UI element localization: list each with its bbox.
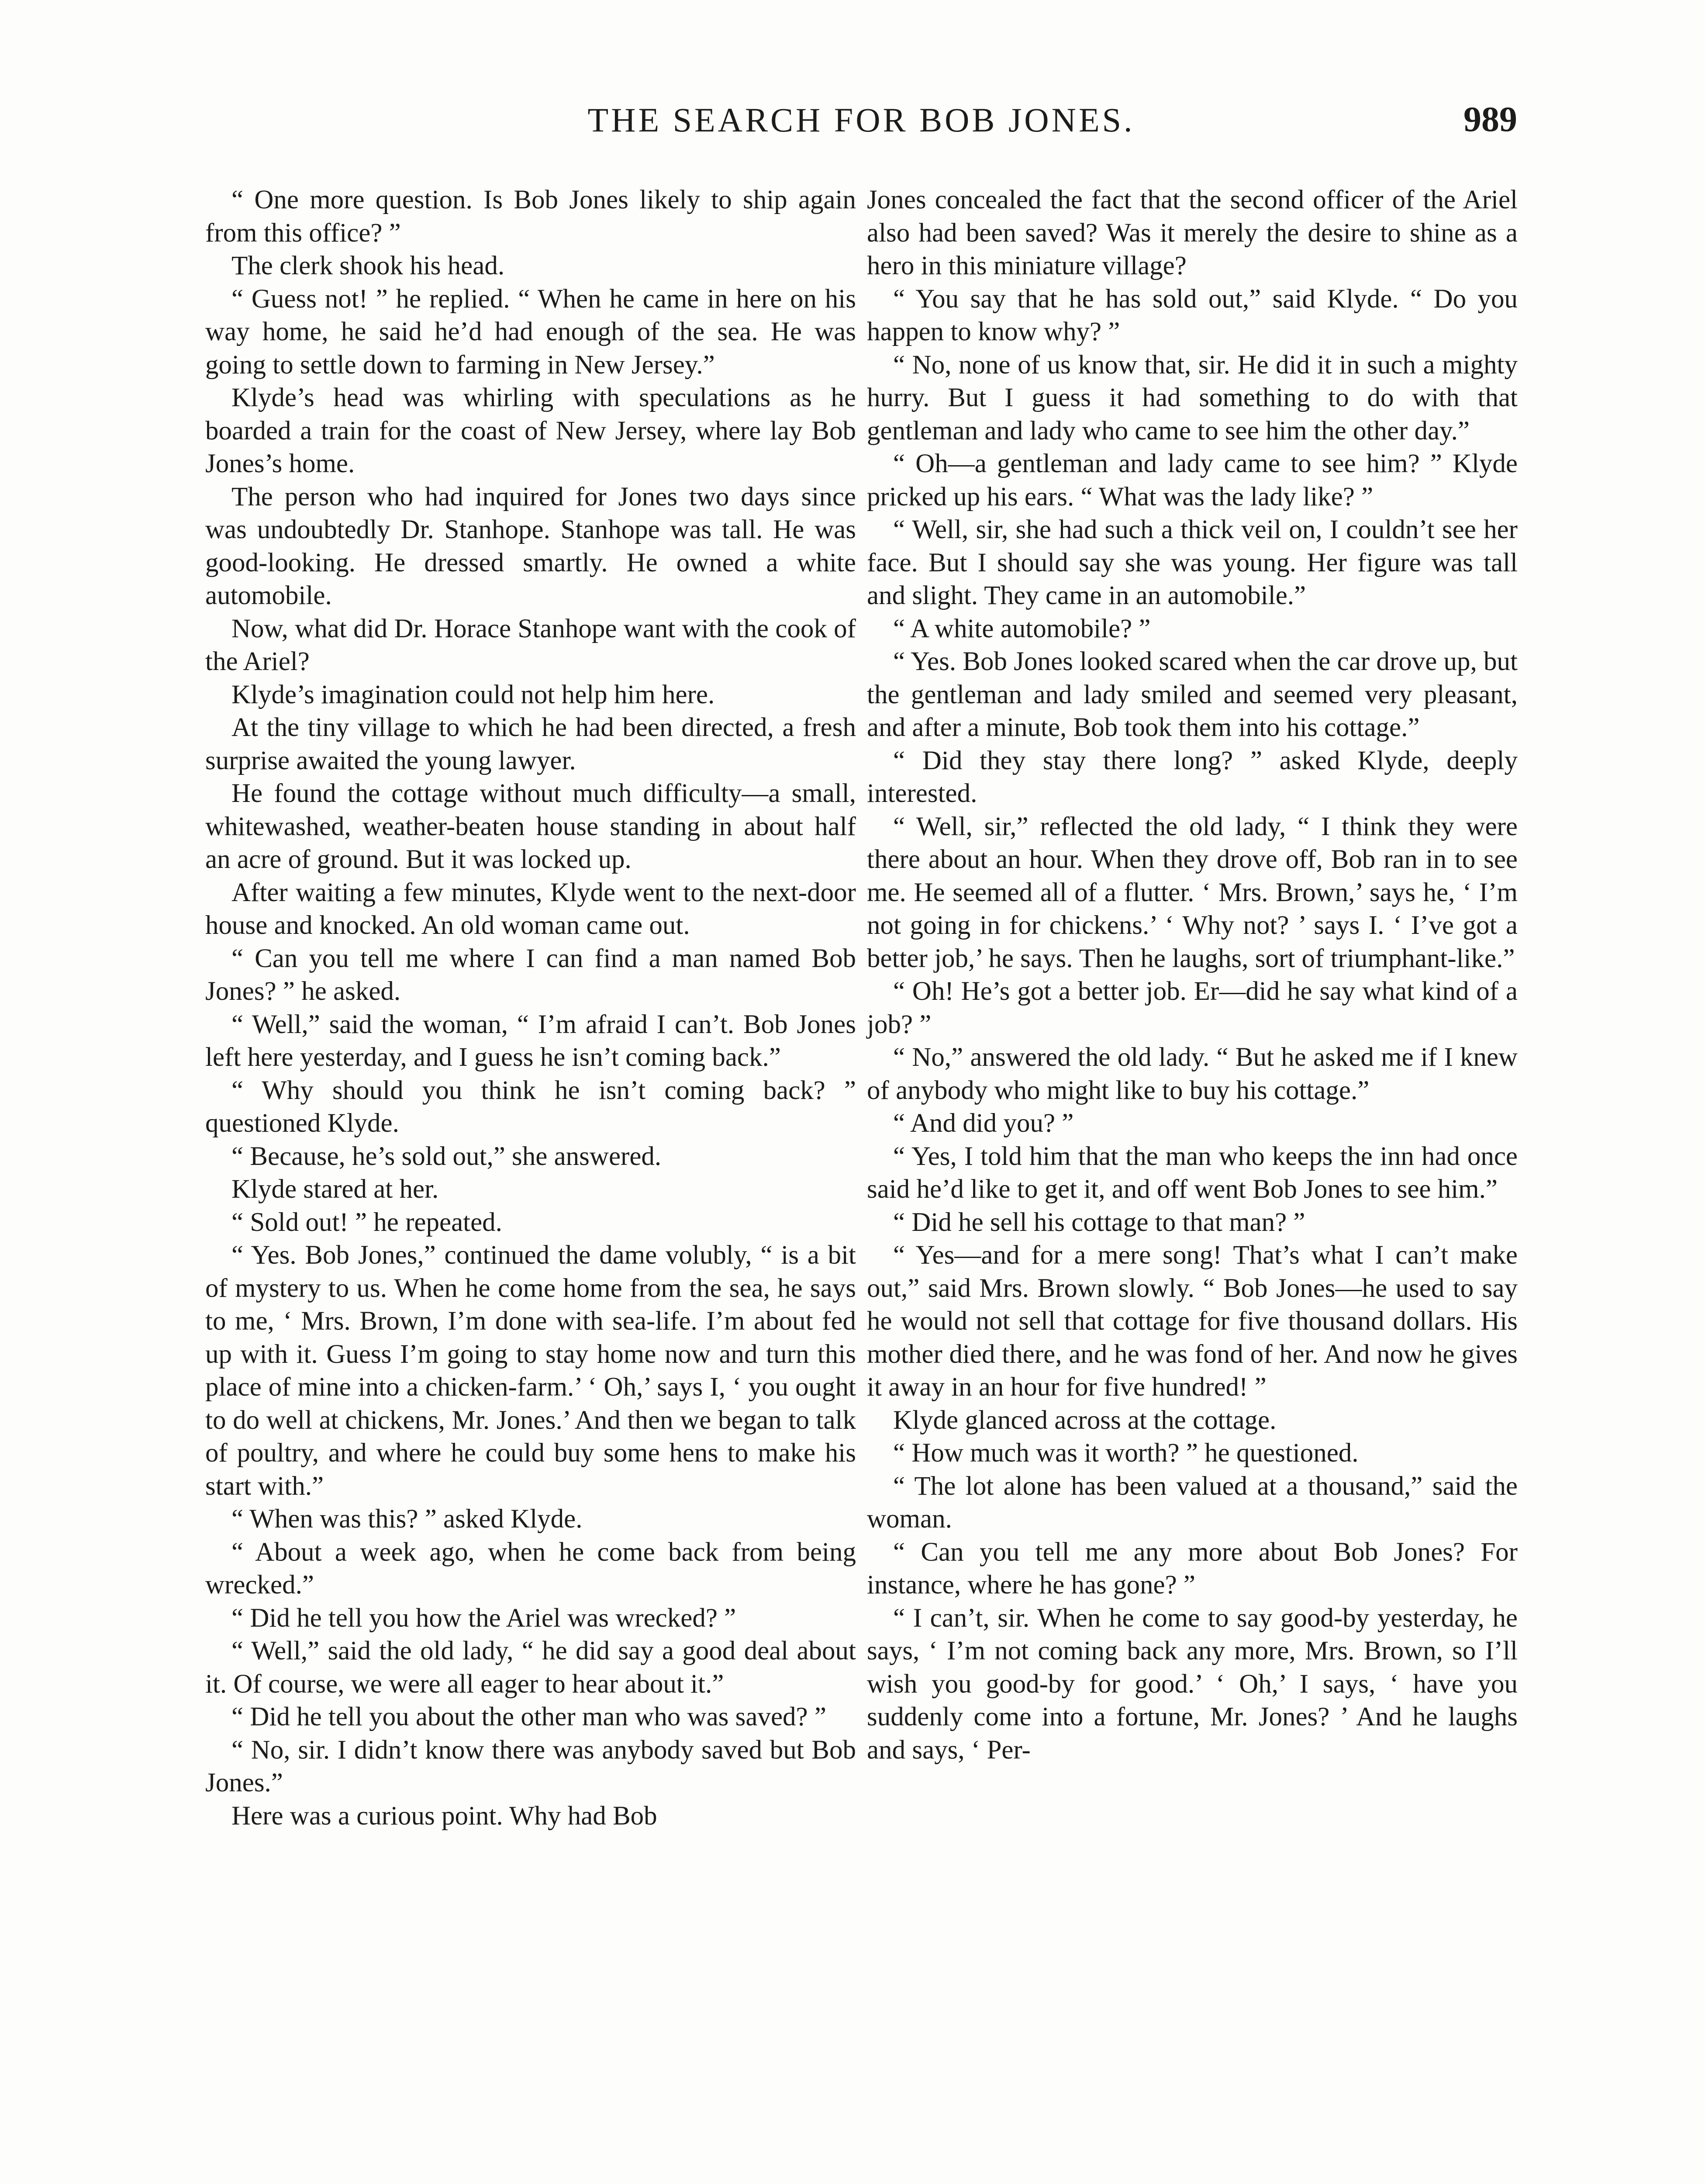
page-header	[205, 100, 1517, 153]
paragraph: “ Can you tell me any more about Bob Jones? For instance, where he has gone? ”	[867, 1537, 1518, 1600]
right-text-column	[867, 183, 1518, 1766]
paragraph: “ Yes. Bob Jones,” continued the dame volubly, “ is a bit of mystery to us. When he come home from the sea, he says to me, ‘ Mrs. Brown, I’m done with sea-life. I’m about fed up with it. Guess I’m going to stay home now and turn this place of mine into a chicken-farm.’ ‘ Oh,’ says I, ‘ you ought to do well at chickens, Mr. Jones.’ And then we began to talk of poultry, and where he could buy some hens to make his start with.”	[205, 1241, 856, 1501]
paragraph: “ Did they stay there long? ” asked Klyde, deeply interested.	[867, 746, 1518, 808]
paragraph: “ How much was it worth? ” he questioned.	[893, 1438, 1359, 1468]
paragraph: “ Did he sell his cottage to that man? ”	[893, 1207, 1305, 1237]
paragraph: “ Yes, I told him that the man who keeps the inn had once said he’d like to get it, and off went Bob Jones to see him.”	[867, 1141, 1518, 1204]
paragraph: “ And did you? ”	[893, 1109, 1074, 1138]
paragraph: “ About a week ago, when he come back from being wrecked.”	[205, 1537, 856, 1600]
page-number: 989	[1463, 99, 1517, 139]
paragraph: At the tiny village to which he had been directed, a fresh surprise awaited the young lawyer.	[205, 713, 856, 775]
paragraph: “ Well, sir,” reflected the old lady, “ I think they were there about an hour. When they drove off, Bob ran in to see me. He seemed all of a flutter. ‘ Mrs. Brown,’ says he, ‘ I’m not going in for chickens.’ ‘ Why not? ’ says I. ‘ I’ve got a better job,’ he says. Then he laughs, sort of triumphant-like.”	[867, 812, 1518, 973]
paragraph: Now, what did Dr. Horace Stanhope want with the cook of the Ariel?	[205, 614, 856, 676]
paragraph: Here was a curious point. Why had Bob	[231, 1801, 657, 1831]
paragraph: “ Well,” said the old lady, “ he did say a good deal about it. Of course, we were all eager to hear about it.”	[205, 1636, 856, 1699]
paragraph: He found the cottage without much difficulty—a small, whitewashed, weather-beaten house standing in about half an acre of ground. But it was locked up.	[205, 779, 856, 874]
paragraph: “ No, none of us know that, sir. He did it in such a mighty hurry. But I guess it had something to do with that gentleman and lady who came to see him the other day.”	[867, 350, 1518, 446]
paragraph: “ One more question. Is Bob Jones likely to ship again from this office? ”	[205, 185, 856, 248]
paragraph: “ Guess not! ” he replied. “ When he came in here on his way home, he said he’d had enough of the sea. He was going to settle down to farming in New Jersey.”	[205, 284, 856, 380]
paragraph: Klyde glanced across at the cottage.	[893, 1405, 1277, 1435]
paragraph: Jones concealed the fact that the second officer of the Ariel also had been saved? Was it merely the desire to shine as a hero in this miniature village?	[867, 185, 1518, 280]
paragraph: “ Because, he’s sold out,” she answered.	[231, 1141, 662, 1171]
paragraph: “ Did he tell you how the Ariel was wrecked? ”	[231, 1603, 736, 1633]
paragraph: “ Why should you think he isn’t coming back? ” questioned Klyde.	[205, 1075, 856, 1138]
paragraph: “ Did he tell you about the other man who was saved? ”	[231, 1702, 826, 1731]
paragraph: “ Yes—and for a mere song! That’s what I can’t make out,” said Mrs. Brown slowly. “ Bob Jones—he used to say he would not sell that cottage for five thousand dollars. His mother died there, and he was fond of her. And now he gives it away in an hour for five hundred! ”	[867, 1241, 1518, 1402]
left-text-column	[205, 183, 856, 1832]
paragraph: “ Oh—a gentleman and lady came to see him? ” Klyde pricked up his ears. “ What was the lady like? ”	[867, 449, 1518, 511]
paragraph: “ Sold out! ” he repeated.	[231, 1207, 502, 1237]
paragraph: “ Well, sir, she had such a thick veil on, I couldn’t see her face. But I should say she was young. Her figure was tall and slight. They came in an automobile.”	[867, 515, 1518, 610]
paragraph: “ No,” answered the old lady. “ But he asked me if I knew of anybody who might like to buy his cottage.”	[867, 1043, 1518, 1105]
paragraph: “ When was this? ” asked Klyde.	[231, 1504, 583, 1534]
paragraph: “ Yes. Bob Jones looked scared when the car drove up, but the gentleman and lady smiled and seemed very pleasant, and after a minute, Bob took them into his cottage.”	[867, 647, 1518, 742]
paragraph: The person who had inquired for Jones two days since was undoubtedly Dr. Stanhope. Stanhope was tall. He was good-looking. He dressed smartly. He owned a white automobile.	[205, 482, 856, 610]
paragraph: After waiting a few minutes, Klyde went to the next-door house and knocked. An old woman came out.	[205, 878, 856, 940]
paragraph: “ Can you tell me where I can find a man named Bob Jones? ” he asked.	[205, 943, 856, 1006]
paragraph: “ The lot alone has been valued at a thousand,” said the woman.	[867, 1471, 1518, 1534]
paragraph: “ I can’t, sir. When he come to say good-by yesterday, he says, ‘ I’m not coming back any more, Mrs. Brown, so I’ll wish you good-by for good.’ ‘ Oh,’ I says, ‘ have you suddenly come into a fortune, Mr. Jones? ’ And he laughs and says, ‘ Per-	[867, 1603, 1518, 1765]
paragraph: “ Oh! He’s got a better job. Er—did he say what kind of a job? ”	[867, 977, 1518, 1039]
paragraph: Klyde’s head was whirling with speculations as he boarded a train for the coast of New Jersey, where lay Bob Jones’s home.	[205, 383, 856, 478]
paragraph: Klyde stared at her.	[231, 1175, 439, 1204]
paragraph: Klyde’s imagination could not help him here.	[231, 680, 715, 709]
paragraph: The clerk shook his head.	[231, 251, 505, 280]
paragraph: “ Well,” said the woman, “ I’m afraid I can’t. Bob Jones left here yesterday, and I guess he isn’t coming back.”	[205, 1009, 856, 1072]
paragraph: “ No, sir. I didn’t know there was anybody saved but Bob Jones.”	[205, 1735, 856, 1797]
paragraph: “ A white automobile? ”	[893, 614, 1151, 643]
paragraph: “ You say that he has sold out,” said Klyde. “ Do you happen to know why? ”	[867, 284, 1518, 346]
running-title: THE SEARCH FOR BOB JONES.	[587, 101, 1135, 139]
